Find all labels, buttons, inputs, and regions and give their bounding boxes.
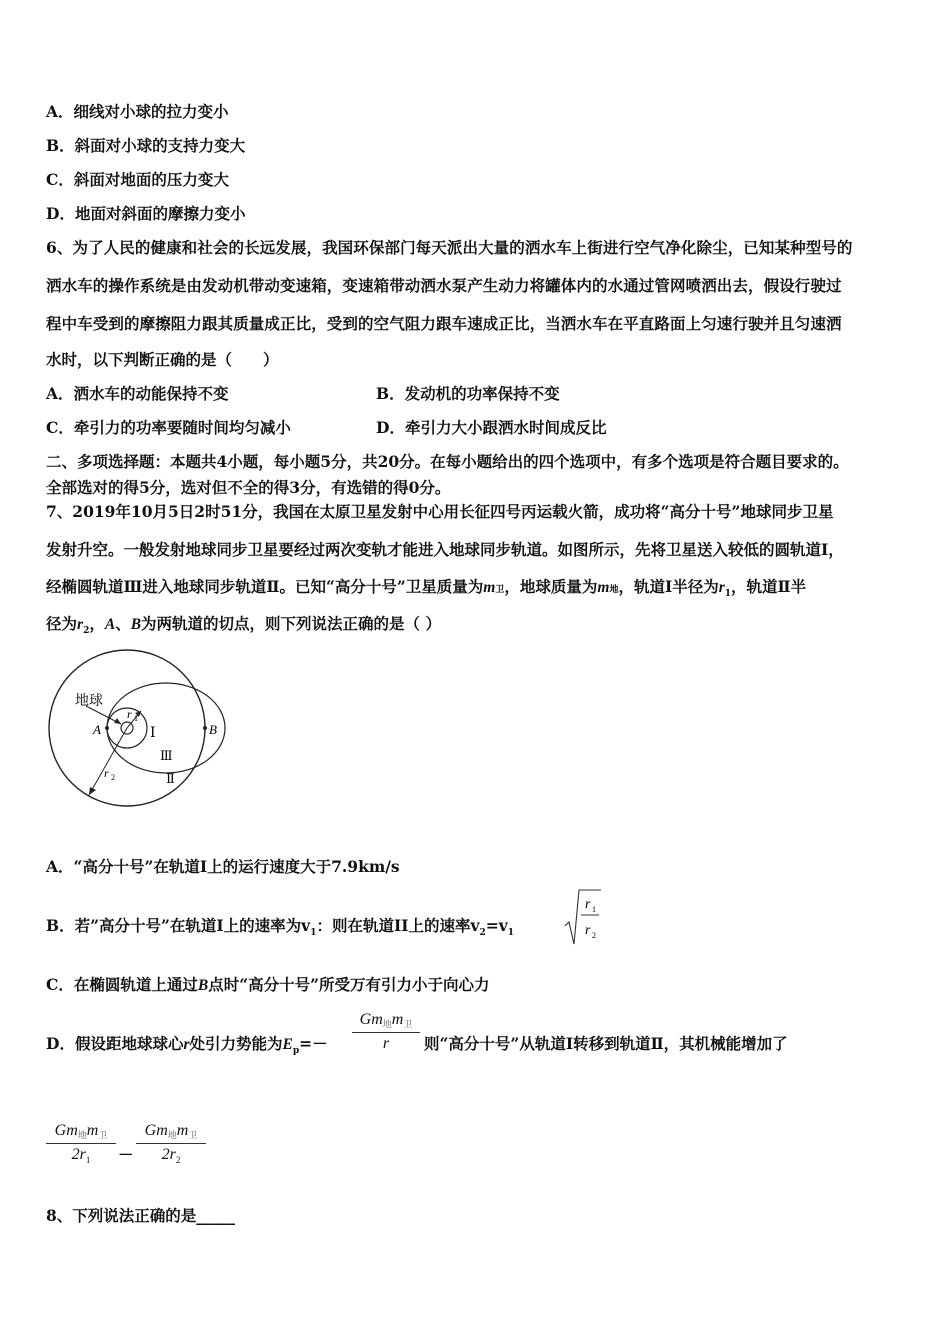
q6-option-a: A．洒水车的动能保持不变 [46, 384, 229, 403]
orbit-3-label: Ⅲ [160, 748, 173, 763]
svg-text:2: 2 [592, 931, 596, 940]
q7-stem-line4: 径为$r_2$，A、B为两轨道的切点，则下列说法正确的是（ ） [46, 614, 441, 637]
earth-label: 地球 [75, 694, 103, 709]
r1-sub: 1 [134, 714, 138, 723]
r2-label: r [104, 766, 109, 780]
q6-stem-line3: 程中车受到的摩擦阻力跟其质量成正比，受到的空气阻力跟车速成正比，当洒水车在平直路面上匀速行驶并且匀速洒 [46, 314, 842, 333]
q7-stem-line3: 经椭圆轨道Ⅲ进入地球同步轨道Ⅱ。已知“高分十号”卫星质量为m卫，地球质量为m地，轨道Ⅰ半径为$r_1$，轨道Ⅱ半 [46, 577, 807, 600]
q6-option-c: C．牵引力的功率要随时间均匀减小 [46, 418, 291, 437]
q5-option-c: C．斜面对地面的压力变大 [46, 170, 229, 189]
svg-text:r: r [585, 897, 591, 912]
q5-option-a: A．细线对小球的拉力变小 [46, 102, 229, 121]
orbit-2-label: Ⅱ [166, 771, 175, 786]
q7-option-d-continued: 则“高分十号”从轨道Ⅰ转移到轨道Ⅱ，其机械能增加了 [424, 1034, 788, 1053]
potential-energy-fraction: $Gm_地m_卫$ r [352, 1011, 420, 1053]
q8-answer-blank[interactable]: _____ [196, 1206, 236, 1225]
svg-text:1: 1 [592, 905, 596, 914]
section2-heading: 二、多项选择题：本题共4小题，每小题5分，共20分。在每小题给出的四个选项中，有多个选项是符合题目要求的。 [46, 452, 849, 471]
r1-label: r [127, 707, 132, 721]
q7-option-b: B．若”高分十号”在轨道I上的速率为$v_1$：则在轨道II上的速率$v_2=v_1$ [46, 916, 515, 939]
sqrt-sign [563, 886, 603, 950]
q5-option-b: B．斜面对小球的支持力变大 [46, 136, 246, 155]
minus-sign: － [118, 1145, 134, 1164]
svg-text:r: r [585, 923, 591, 938]
q5-option-d: D．地面对斜面的摩擦力变小 [46, 204, 246, 223]
q8-stem: 8、下列说法正确的是_____ [46, 1206, 236, 1225]
q6-stem-line2: 洒水车的操作系统是由发动机带动变速箱，变速箱带动洒水泵产生动力将罐体内的水通过管网喷洒出去，假设行驶过 [46, 276, 842, 295]
orbit-diagram [40, 645, 230, 810]
q7-option-d: D．假设距地球球心r处引力势能为$E_p=-$ [46, 1034, 328, 1057]
q7-stem-line2: 发射升空。一般发射地球同步卫星要经过两次变轨才能进入地球同步轨道。如图所示，先将卫星送入较低的圆轨道Ⅰ， [46, 540, 844, 559]
section2-scoring: 全部选对的得5分，选对但不全的得3分，有选错的得0分。 [46, 478, 451, 497]
q6-option-d: D．牵引力大小跟洒水时间成反比 [376, 418, 607, 437]
q6-stem-line4: 水时，以下判断正确的是（ ） [46, 350, 279, 369]
point-a-label: A [93, 722, 101, 737]
point-a-dot [105, 726, 109, 730]
q6-stem-line1: 6、为了人民的健康和社会的长远发展，我国环保部门每天派出大量的洒水车上街进行空气净化除尘，已知某种型号的 [46, 238, 853, 257]
q7-option-a: A．“高分十号”在轨道Ⅰ上的运行速度大于7.9km/s [46, 857, 400, 876]
point-b-dot [203, 726, 207, 730]
q7-stem-line1: 7、2019年10月5日2时51分，我国在太原卫星发射中心用长征四号丙运载火箭，成功将“高分十号”地球同步卫星 [46, 502, 834, 521]
energy-term-1: $Gm_地m_卫$ $2r_1$ [46, 1122, 116, 1165]
orbit-1-label: Ⅰ [150, 726, 156, 741]
q6-option-b: B．发动机的功率保持不变 [376, 384, 560, 403]
point-b-label: B [209, 722, 217, 737]
energy-term-2: $Gm_地m_卫$ $2r_2$ [136, 1122, 206, 1165]
r2-sub: 2 [111, 773, 115, 782]
q7-option-c: C．在椭圆轨道上通过B点时“高分十号”所受万有引力小于向心力 [46, 975, 490, 994]
